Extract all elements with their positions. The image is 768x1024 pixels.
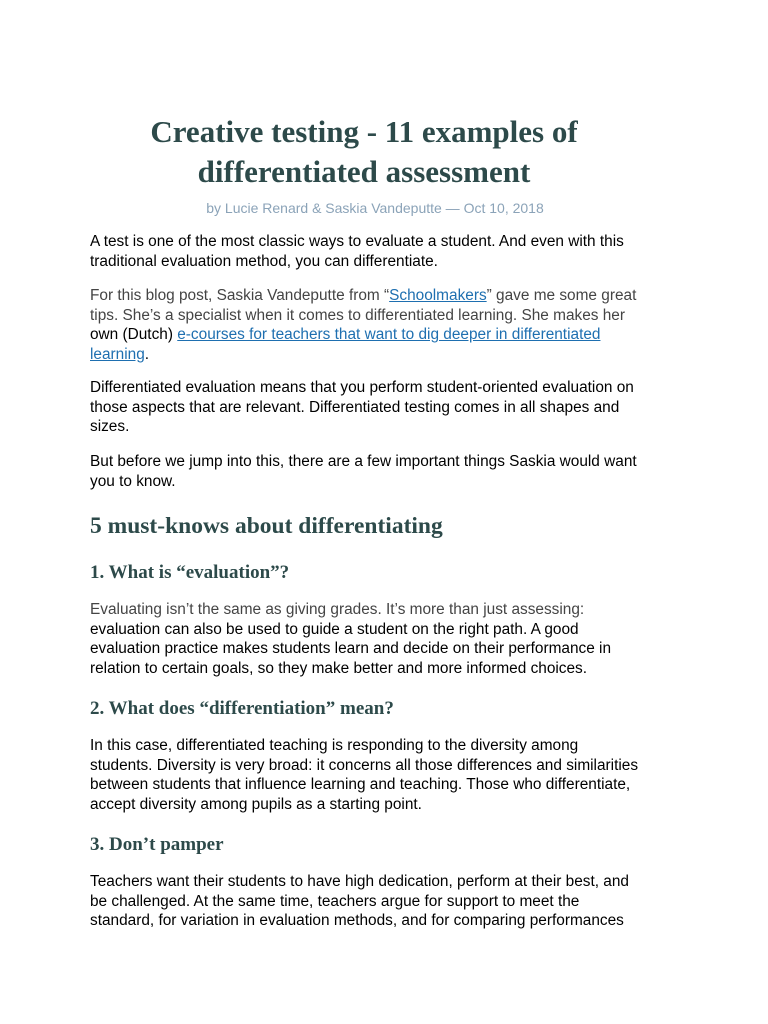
article-title-line-2: differentiated assessment [197, 154, 531, 189]
intro-paragraph-1: A test is one of the most classic ways to evaluate a student. And even with this traditional evaluation method, you can differentiate. [90, 233, 624, 270]
differentiation-paragraph: In this case, differentiated teaching is responding to the diversity among students. Diversity is very broad: it concerns all those differences and similarities between students that influence learning and teaching. Those who differentiate, accept diversity among pupils as a starting point. [90, 737, 639, 813]
intro-paragraph-4: But before we jump into this, there are a few important things Saskia would want you to know. [90, 453, 637, 490]
evaluation-paragraph: Evaluating isn’t the same as giving grades. It’s more than just assessing: evaluation can also be used to guide a student on the right path. A good evaluation practice makes students learn and decide on their performance in relation to certain goals, so they make better and more informed choices. [90, 601, 612, 677]
article-title [90, 112, 638, 192]
subheading-evaluation: 1. What is “evaluation”? [90, 562, 290, 583]
intro-paragraph-3: Differentiated evaluation means that you perform student-oriented evaluation on those aspects that are relevant. Differentiated testing comes in all shapes and sizes. [90, 379, 634, 435]
intro-paragraph-2: For this blog post, Saskia Vandeputte from “Schoolmakers” gave me some great tips. She’s a specialist when it comes to differentiated learning. She makes her own (Dutch) e-courses for teachers that want to dig deeper in differentiated learning. [90, 287, 637, 363]
section-heading: 5 must-knows about differentiating [90, 513, 443, 539]
article-title-line-1: Creative testing - 11 examples of [150, 114, 578, 149]
article-byline: by Lucie Renard & Saskia Vandeputte — Oct 10, 2018 [206, 200, 544, 216]
dont-pamper-paragraph: Teachers want their students to have high dedication, perform at their best, and be challenged. At the same time, teachers argue for support to meet the standard, for variation in evaluation methods, and for comparing performances [90, 873, 629, 929]
e-courses-link-continued[interactable]: learning [90, 345, 145, 363]
e-courses-link[interactable]: e-courses for teachers that want to dig deeper in differentiated [177, 326, 601, 343]
subheading-dont-pamper: 3. Don’t pamper [90, 834, 224, 855]
subheading-differentiation: 2. What does “differentiation” mean? [90, 698, 394, 719]
schoolmakers-link[interactable]: Schoolmakers [389, 287, 487, 304]
